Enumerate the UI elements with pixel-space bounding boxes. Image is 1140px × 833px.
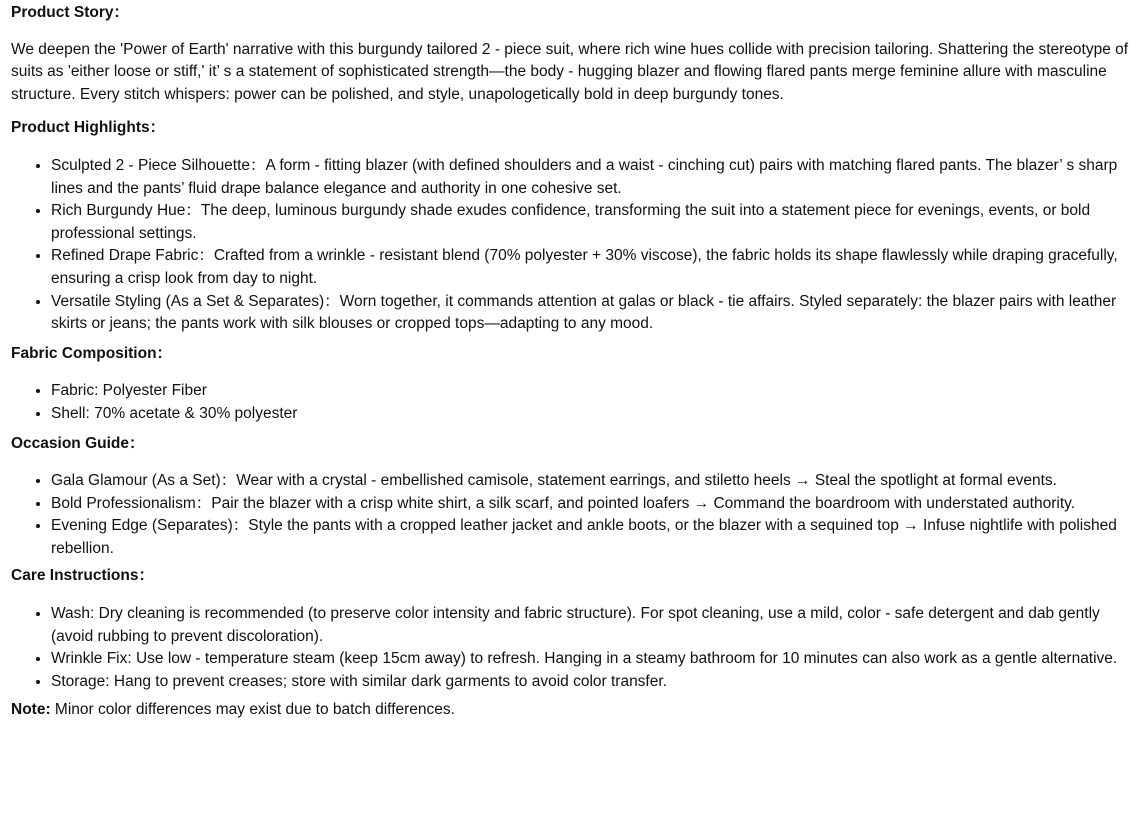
list-item: • Refined Drape Fabric：Crafted from a wrinkle - resistant blend (70% polyester + 30% viscose), the fabric holds its shape flawlessly while draping gracefully, ensuring a crisp look from day to night. bbox=[51, 245, 1132, 290]
care-list bbox=[11, 603, 1132, 693]
occasion-guide-heading: Occasion Guide： bbox=[11, 434, 145, 452]
note bbox=[11, 699, 1132, 722]
fabric-composition-heading: Fabric Composition： bbox=[11, 344, 173, 362]
list-item: • Storage: Hang to prevent creases; store with similar dark garments to avoid color transfer. bbox=[51, 671, 1132, 694]
note-label: Note: bbox=[11, 701, 51, 719]
product-story-heading: Product Story： bbox=[11, 4, 129, 21]
list-item: • Gala Glamour (As a Set)：Wear with a crystal - embellished camisole, statement earrings, and stiletto heels → Steal the spotlight at formal events. bbox=[51, 470, 1132, 493]
list-item: • Rich Burgundy Hue：The deep, luminous burgundy shade exudes confidence, transforming the suit into a statement piece for evenings, events, or bold professional settings. bbox=[51, 200, 1132, 245]
product-highlights-heading: Product Highlights： bbox=[11, 119, 166, 137]
list-item: • Versatile Styling (As a Set & Separates)：Worn together, it commands attention at galas or black - tie affairs. Styled separately: the blazer pairs with leather skirts or jeans; the pants work with silk blouses or cropped tops—adapting to any mood. bbox=[51, 291, 1132, 336]
list-item: • Bold Professionalism：Pair the blazer with a crisp white shirt, a silk scarf, and pointed loafers → Command the boardroom with understated authority. bbox=[51, 493, 1132, 516]
occasion-list bbox=[11, 470, 1132, 560]
list-item: • Fabric: Polyester Fiber bbox=[51, 380, 1132, 403]
product-story-text: We deepen the 'Power of Earth' narrative with this burgundy tailored 2 - piece suit, where rich wine hues collide with precision tailoring. Shattering the stereotype of suits as 'either loose or stiff,' it’ s a statement of sophisticated strength—the body - hugging blazer and flowing flared pants merge feminine allure with masculine structure. Every stitch whispers: power can be polished, and style, unapologetically bold in deep burgundy tones. bbox=[11, 40, 1129, 103]
care-instructions-heading: Care Instructions： bbox=[11, 567, 154, 585]
note-text: Minor color differences may exist due to batch differences. bbox=[50, 701, 455, 719]
highlights-list bbox=[11, 155, 1132, 336]
list-item: • Wash: Dry cleaning is recommended (to preserve color intensity and fabric structure). For spot cleaning, use a mild, color - safe detergent and dab gently (avoid rubbing to prevent discoloration). bbox=[51, 603, 1132, 648]
list-item: • Sculpted 2 - Piece Silhouette：A form - fitting blazer (with defined shoulders and a waist - cinching cut) pairs with matching flared pants. The blazer’ s sharp lines and the pants’ fluid drape balance elegance and authority in one cohesive set. bbox=[51, 155, 1132, 200]
product-description bbox=[11, 2, 1132, 722]
fabric-list bbox=[11, 380, 1132, 425]
list-item: • Evening Edge (Separates)：Style the pants with a cropped leather jacket and ankle boots, or the blazer with a sequined top → Infuse nightlife with polished rebellion. bbox=[51, 515, 1132, 560]
list-item: • Shell: 70% acetate & 30% polyester bbox=[51, 403, 1132, 426]
list-item: • Wrinkle Fix: Use low - temperature steam (keep 15cm away) to refresh. Hanging in a steamy bathroom for 10 minutes can also work as a gentle alternative. bbox=[51, 648, 1132, 671]
